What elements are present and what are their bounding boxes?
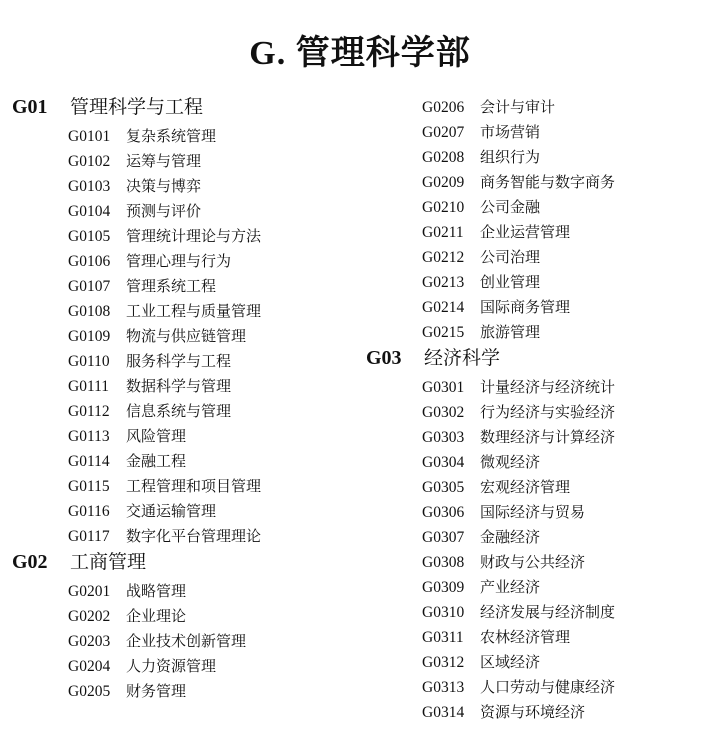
item-name: 财政与公共经济 — [480, 553, 586, 571]
item-code: G0115 — [68, 478, 110, 495]
item-name: 信息系统与管理 — [126, 402, 232, 420]
list-item-g0101 — [68, 124, 216, 148]
item-name: 人力资源管理 — [126, 657, 217, 675]
group-header-g03 — [366, 345, 500, 371]
item-name: 资源与环境经济 — [480, 703, 586, 721]
item-code: G0214 — [422, 299, 465, 316]
item-code: G0312 — [422, 654, 465, 671]
item-name: 管理系统工程 — [126, 277, 217, 295]
item-code: G0207 — [422, 124, 465, 141]
list-item-g0110 — [68, 349, 231, 373]
item-code: G0211 — [422, 224, 464, 241]
item-code: G0307 — [422, 529, 465, 546]
item-name: 财务管理 — [126, 682, 187, 700]
group-header-g02 — [12, 549, 146, 575]
item-name: 管理心理与行为 — [126, 252, 232, 270]
item-name: 数据科学与管理 — [126, 377, 232, 395]
list-item-g0313 — [422, 675, 615, 699]
list-item-g0104 — [68, 199, 201, 223]
item-name: 企业技术创新管理 — [126, 632, 247, 650]
item-name: 农林经济管理 — [480, 628, 571, 646]
list-item-g0107 — [68, 274, 216, 298]
item-code: G0311 — [422, 629, 464, 646]
item-code: G0306 — [422, 504, 465, 521]
list-item-g0115 — [68, 474, 261, 498]
list-item-g0213 — [422, 270, 540, 294]
item-name: 金融工程 — [126, 452, 187, 470]
list-item-g0102 — [68, 149, 201, 173]
item-name: 旅游管理 — [480, 323, 541, 341]
item-code: G0205 — [68, 683, 111, 700]
item-code: G0206 — [422, 99, 465, 116]
list-item-g0301 — [422, 375, 615, 399]
list-item-g0117 — [68, 524, 261, 548]
item-code: G0302 — [422, 404, 465, 421]
list-item-g0209 — [422, 170, 615, 194]
item-code: G0208 — [422, 149, 465, 166]
item-code: G0210 — [422, 199, 465, 216]
list-item-g0314 — [422, 700, 585, 724]
item-name: 宏观经济管理 — [480, 478, 571, 496]
item-name: 国际商务管理 — [480, 298, 571, 316]
item-code: G0314 — [422, 704, 465, 721]
list-item-g0308 — [422, 550, 585, 574]
item-code: G0209 — [422, 174, 465, 191]
item-name: 物流与供应链管理 — [126, 327, 247, 345]
item-code: G0105 — [68, 228, 111, 245]
item-name: 微观经济 — [480, 453, 541, 471]
list-item-g0106 — [68, 249, 231, 273]
item-name: 数理经济与计算经济 — [480, 428, 616, 446]
item-code: G0310 — [422, 604, 465, 621]
page-title: G. 管理科学部 — [249, 35, 471, 72]
item-code: G0201 — [68, 583, 111, 600]
item-code: G0111 — [68, 378, 110, 395]
list-item-g0312 — [422, 650, 540, 674]
item-code: G0116 — [68, 503, 110, 520]
list-item-g0201 — [68, 579, 186, 603]
item-code: G0212 — [422, 249, 465, 266]
list-item-g0305 — [422, 475, 570, 499]
item-code: G0101 — [68, 128, 111, 145]
item-name: 金融经济 — [480, 528, 541, 546]
item-name: 人口劳动与健康经济 — [480, 678, 616, 696]
item-name: 服务科学与工程 — [126, 352, 232, 370]
group-name: 管理科学与工程 — [70, 96, 204, 118]
item-code: G0213 — [422, 274, 465, 291]
item-name: 战略管理 — [126, 582, 187, 600]
list-item-g0211 — [422, 220, 570, 244]
list-item-g0304 — [422, 450, 540, 474]
item-code: G0301 — [422, 379, 465, 396]
list-item-g0212 — [422, 245, 540, 269]
list-item-g0214 — [422, 295, 570, 319]
item-code: G0313 — [422, 679, 465, 696]
list-item-g0105 — [68, 224, 261, 248]
item-name: 公司治理 — [480, 248, 541, 266]
item-code: G0304 — [422, 454, 465, 471]
group-name: 经济科学 — [424, 347, 501, 369]
list-item-g0111 — [68, 374, 231, 398]
item-name: 决策与博弈 — [126, 177, 202, 195]
list-item-g0311 — [422, 625, 570, 649]
item-name: 工业工程与质量管理 — [126, 302, 262, 320]
item-code: G0108 — [68, 303, 111, 320]
item-name: 会计与审计 — [480, 98, 556, 116]
item-name: 国际经济与贸易 — [480, 503, 586, 521]
item-name: 复杂系统管理 — [126, 127, 217, 145]
group-header-g01 — [12, 94, 203, 120]
item-name: 管理统计理论与方法 — [126, 227, 262, 245]
list-item-g0103 — [68, 174, 201, 198]
item-name: 计量经济与经济统计 — [480, 378, 616, 396]
list-item-g0207 — [422, 120, 540, 144]
list-item-g0303 — [422, 425, 615, 449]
group-code: G02 — [12, 551, 48, 573]
item-name: 风险管理 — [126, 427, 187, 445]
item-name: 运筹与管理 — [126, 152, 202, 170]
list-item-g0202 — [68, 604, 186, 628]
item-name: 交通运输管理 — [126, 502, 217, 520]
item-name: 市场营销 — [480, 123, 541, 141]
item-name: 创业管理 — [480, 273, 541, 291]
item-code: G0305 — [422, 479, 465, 496]
list-item-g0307 — [422, 525, 540, 549]
list-item-g0203 — [68, 629, 246, 653]
item-code: G0113 — [68, 428, 110, 445]
item-code: G0102 — [68, 153, 111, 170]
item-code: G0117 — [68, 528, 110, 545]
list-item-g0206 — [422, 95, 555, 119]
list-item-g0302 — [422, 400, 615, 424]
item-name: 行为经济与实验经济 — [480, 403, 616, 421]
list-item-g0310 — [422, 600, 615, 624]
item-code: G0106 — [68, 253, 111, 270]
item-code: G0309 — [422, 579, 465, 596]
list-item-g0114 — [68, 449, 186, 473]
item-code: G0114 — [68, 453, 110, 470]
item-name: 企业理论 — [126, 607, 187, 625]
group-code: G03 — [366, 347, 402, 369]
item-code: G0112 — [68, 403, 110, 420]
item-name: 商务智能与数字商务 — [480, 173, 616, 191]
group-name: 工商管理 — [70, 551, 147, 573]
item-name: 组织行为 — [480, 148, 541, 166]
item-name: 产业经济 — [480, 578, 541, 596]
list-item-g0309 — [422, 575, 540, 599]
item-code: G0103 — [68, 178, 111, 195]
item-name: 预测与评价 — [126, 202, 202, 220]
item-name: 企业运营管理 — [480, 223, 571, 241]
list-item-g0113 — [68, 424, 186, 448]
list-item-g0108 — [68, 299, 261, 323]
item-code: G0215 — [422, 324, 465, 341]
item-name: 工程管理和项目管理 — [126, 477, 262, 495]
item-code: G0203 — [68, 633, 111, 650]
list-item-g0205 — [68, 679, 186, 703]
item-code: G0202 — [68, 608, 111, 625]
item-name: 区域经济 — [480, 653, 541, 671]
item-code: G0110 — [68, 353, 110, 370]
list-item-g0306 — [422, 500, 585, 524]
group-code: G01 — [12, 96, 48, 118]
list-item-g0210 — [422, 195, 540, 219]
item-code: G0104 — [68, 203, 111, 220]
item-code: G0204 — [68, 658, 111, 675]
list-item-g0208 — [422, 145, 540, 169]
list-item-g0116 — [68, 499, 216, 523]
item-name: 公司金融 — [480, 198, 541, 216]
item-code: G0109 — [68, 328, 111, 345]
list-item-g0109 — [68, 324, 246, 348]
item-code: G0303 — [422, 429, 465, 446]
list-item-g0215 — [422, 320, 540, 344]
list-item-g0204 — [68, 654, 216, 678]
list-item-g0112 — [68, 399, 231, 423]
item-name: 经济发展与经济制度 — [480, 603, 616, 621]
item-code: G0107 — [68, 278, 111, 295]
item-name: 数字化平台管理理论 — [126, 527, 262, 545]
item-code: G0308 — [422, 554, 465, 571]
